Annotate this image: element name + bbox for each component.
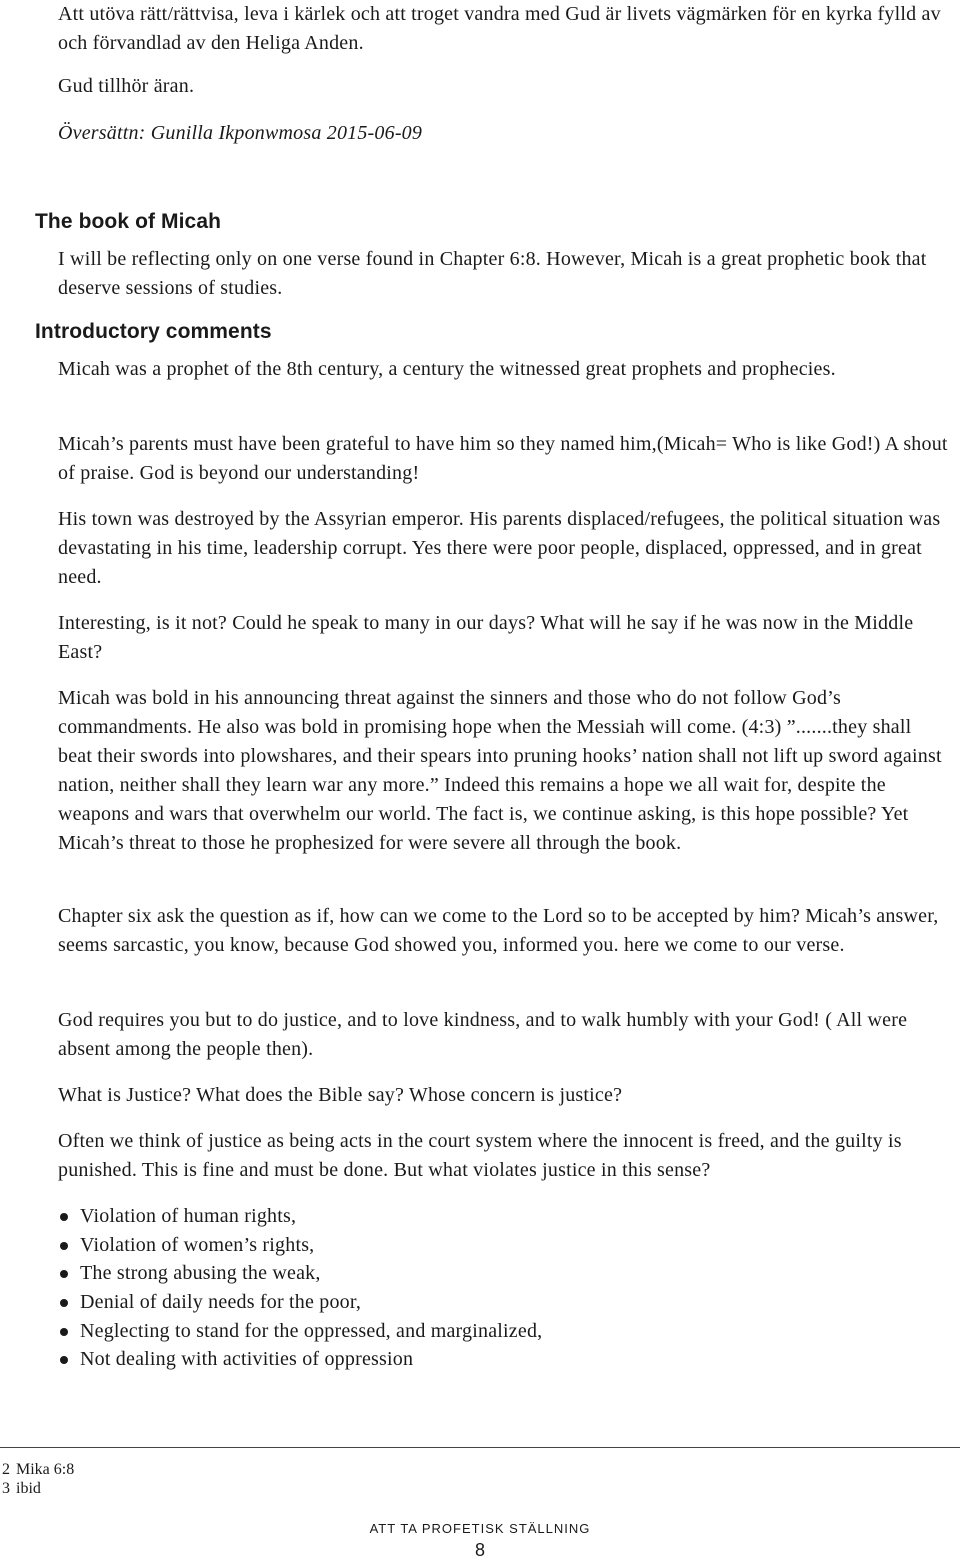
footnote-number: 2 — [2, 1461, 10, 1478]
page-number: 8 — [474, 1540, 485, 1560]
footnotes — [2, 1460, 74, 1498]
book-intro-paragraph: I will be reflecting only on one verse found in Chapter 6:8. However, Micah is a great prophetic book that deserve sessions of studies. — [58, 248, 927, 299]
honor-line: Gud tillhör äran. — [58, 75, 195, 97]
footnote-divider — [0, 1447, 960, 1448]
footnote-text: ibid — [16, 1480, 41, 1497]
list-item: Violation of human rights, — [58, 1202, 542, 1231]
running-footer-title: ATT TA PROFETISK STÄLLNING — [369, 1521, 591, 1536]
paragraph-parents: Micah’s parents must have been grateful to have him so they named him,(Micah= Who is like God!) A shout of praise. God is beyond our understanding! — [58, 433, 948, 484]
paragraph-verse: God requires you but to do justice, and to love kindness, and to walk humbly with your God! ( All were absent among the people then). — [58, 1009, 908, 1060]
paragraph-chapter-six: Chapter six ask the question as if, how can we come to the Lord so to be accepted by him? Micah’s answer, seems sarcastic, you know, because God showed you, informed you. here we come to our verse. — [58, 905, 939, 956]
list-item: Violation of women’s rights, — [58, 1231, 542, 1260]
section-heading-book: The book of Micah — [35, 210, 222, 233]
translator-credit: Översättn: Gunilla Ikponwmosa 2015-06-09 — [58, 122, 423, 144]
intro-paragraph: Att utöva rätt/rättvisa, leva i kärlek och att troget vandra med Gud är livets vägmärken för en kyrka fylld av och förvandlad av den Heliga Anden. — [58, 3, 941, 54]
footnote-3 — [2, 1479, 74, 1498]
list-item: Denial of daily needs for the poor, — [58, 1288, 542, 1317]
paragraph-town: His town was destroyed by the Assyrian emperor. His parents displaced/refugees, the political situation was devastating in his time, leadership corrupt. Yes there were poor people, displaced, oppressed, and in great need. — [58, 508, 941, 588]
section-heading-introductory: Introductory comments — [35, 320, 272, 343]
list-item: The strong abusing the weak, — [58, 1259, 542, 1288]
footnote-text: Mika 6:8 — [16, 1461, 75, 1478]
footnote-2 — [2, 1460, 74, 1479]
violations-list — [58, 1202, 542, 1374]
list-item: Neglecting to stand for the oppressed, and marginalized, — [58, 1317, 542, 1346]
footnote-number: 3 — [2, 1480, 10, 1497]
paragraph-court-system: Often we think of justice as being acts in the court system where the innocent is freed, and the guilty is punished. This is fine and must be done. But what violates justice in this sense? — [58, 1130, 902, 1181]
paragraph-prophet-century: Micah was a prophet of the 8th century, a century the witnessed great prophets and prophecies. — [58, 358, 836, 380]
paragraph-interesting: Interesting, is it not? Could he speak to many in our days? What will he say if he was now in the Middle East? — [58, 612, 914, 663]
list-item: Not dealing with activities of oppression — [58, 1345, 542, 1374]
paragraph-bold-threat: Micah was bold in his announcing threat against the sinners and those who do not follow God’s commandments. He also was bold in promising hope when the Messiah will come. (4:3) ”.......they shall beat their swords into plowshares, and their spears into pruning hooks’ nation shall not lift up sword against nation, neither shall they learn war any more.” Indeed this remains a hope we all wait for, despite the weapons and wars that overwhelm our world. The fact is, we continue asking, is this hope possible? Yet Micah’s threat to those he prophesized for were severe all through the book. — [58, 687, 942, 854]
paragraph-justice-question: What is Justice? What does the Bible say? Whose concern is justice? — [58, 1084, 623, 1106]
